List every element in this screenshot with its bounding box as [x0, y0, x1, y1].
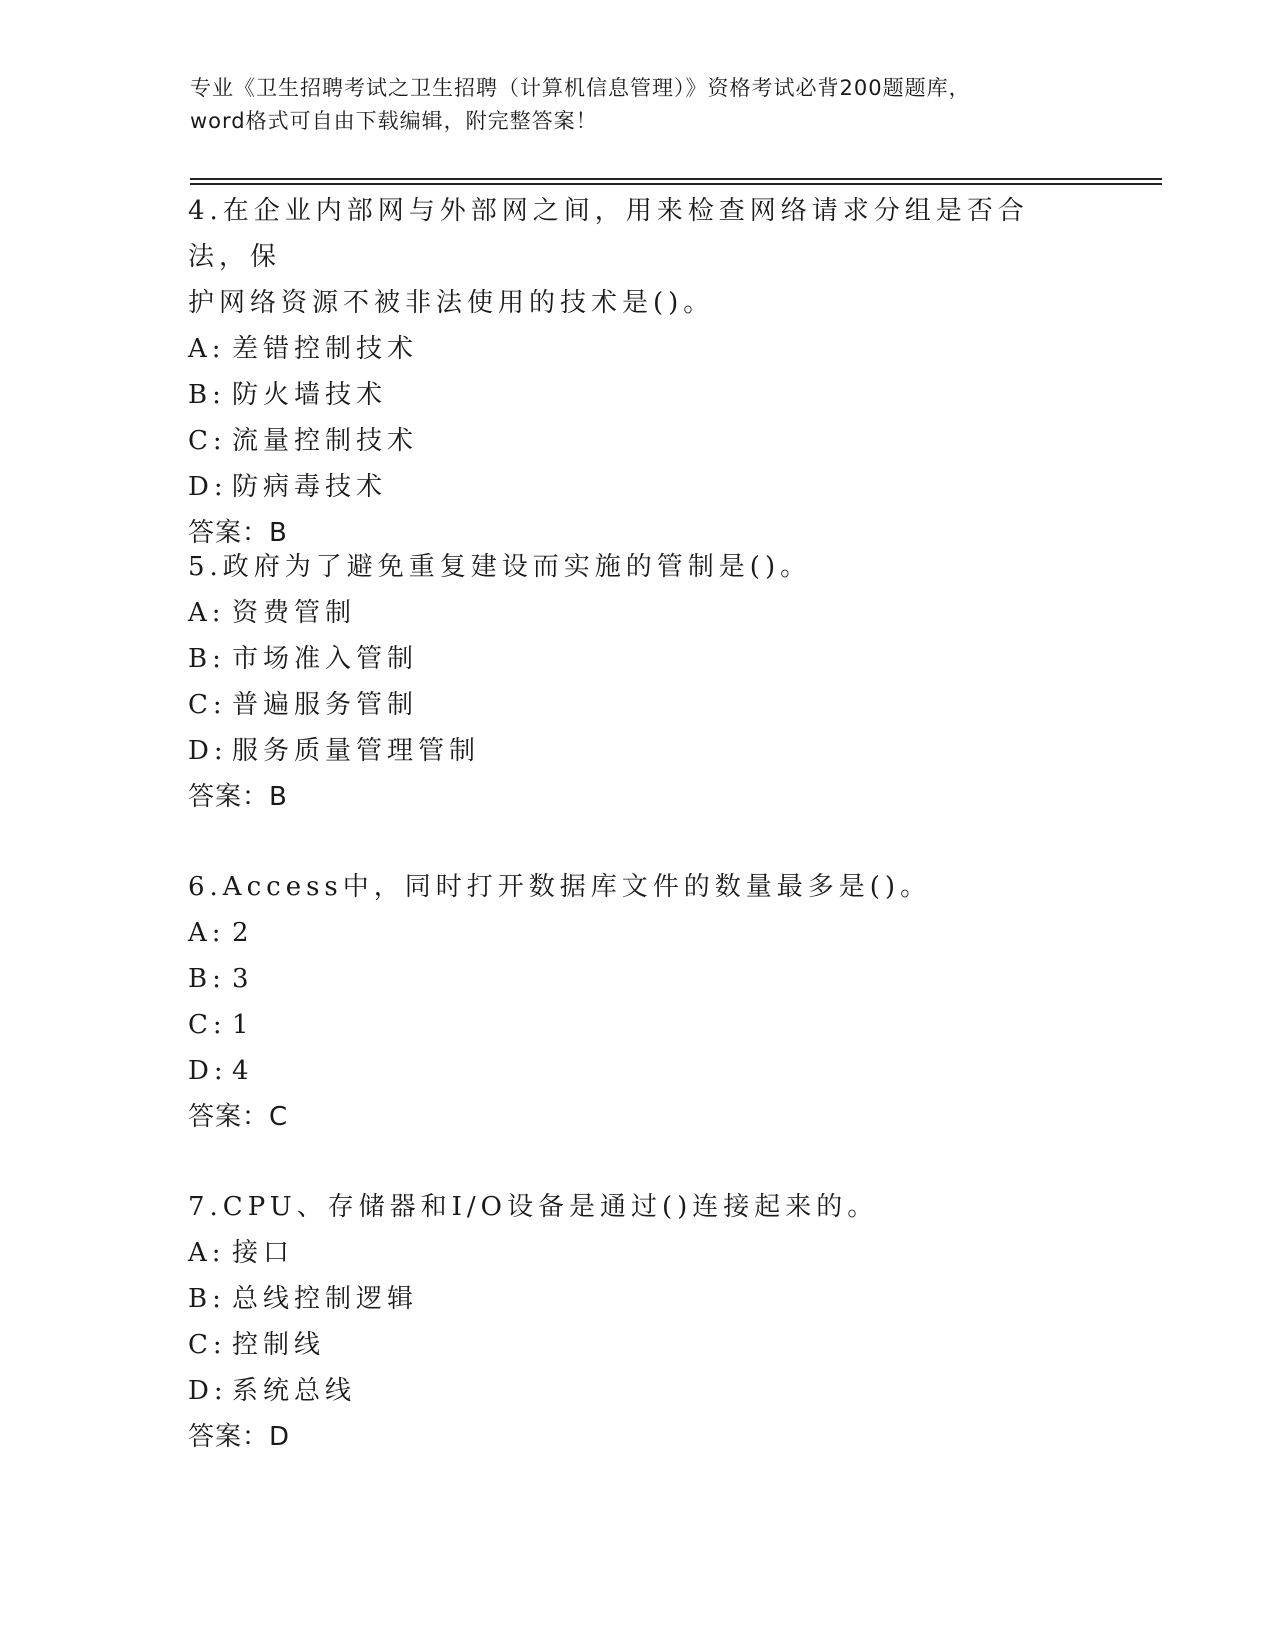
stem-line: 6.Access中，同时打开数据库文件的数量最多是()。 — [188, 872, 932, 902]
option-key: D: — [188, 736, 228, 766]
option-text: 市场准入管制 — [232, 644, 419, 674]
option-key: A: — [188, 334, 226, 364]
option-c — [188, 418, 1088, 464]
option-text: 总线控制逻辑 — [232, 1284, 419, 1314]
question-4 — [188, 188, 1088, 556]
question-6 — [188, 864, 1088, 1140]
answer: 答案：B — [188, 782, 288, 812]
document-header — [190, 72, 1090, 138]
option-key: B: — [188, 1284, 226, 1314]
answer: 答案：C — [188, 1102, 289, 1132]
option-a — [188, 590, 1088, 636]
option-text: 3 — [232, 964, 254, 994]
option-b — [188, 372, 1088, 418]
header-line-1: 专业《卫生招聘考试之卫生招聘（计算机信息管理）》资格考试必背200题题库， — [190, 76, 971, 100]
stem-line: 7.CPU、存储器和I/O设备是通过()连接起来的。 — [188, 1192, 879, 1222]
question-stem — [188, 864, 1088, 910]
option-c — [188, 1002, 1088, 1048]
option-key: A: — [188, 918, 226, 948]
question-5 — [188, 544, 1088, 820]
option-d — [188, 1048, 1088, 1094]
question-stem — [188, 544, 1088, 590]
stem-line: 5.政府为了避免重复建设而实施的管制是()。 — [188, 552, 812, 582]
option-d — [188, 464, 1088, 510]
header-divider-bottom — [190, 183, 1162, 185]
option-key: C: — [188, 1330, 227, 1360]
option-a — [188, 1230, 1088, 1276]
option-text: 普遍服务管制 — [232, 690, 419, 720]
option-a — [188, 910, 1088, 956]
option-key: D: — [188, 1376, 228, 1406]
option-c — [188, 1322, 1088, 1368]
option-b — [188, 956, 1088, 1002]
header-divider-top — [190, 178, 1162, 180]
option-text: 4 — [232, 1056, 254, 1086]
option-text: 系统总线 — [232, 1376, 357, 1406]
option-b — [188, 1276, 1088, 1322]
option-key: A: — [188, 1238, 226, 1268]
question-stem — [188, 188, 1088, 326]
option-key: B: — [188, 380, 226, 410]
option-key: C: — [188, 1010, 227, 1040]
option-key: D: — [188, 472, 228, 502]
option-a — [188, 326, 1088, 372]
option-text: 防火墙技术 — [232, 380, 388, 410]
option-key: D: — [188, 1056, 228, 1086]
option-key: B: — [188, 964, 226, 994]
answer: 答案：D — [188, 1422, 291, 1452]
option-text: 差错控制技术 — [232, 334, 419, 364]
option-c — [188, 682, 1088, 728]
question-7 — [188, 1184, 1088, 1460]
header-line-2: word格式可自由下载编辑，附完整答案！ — [190, 109, 598, 133]
option-text: 流量控制技术 — [232, 426, 419, 456]
option-b — [188, 636, 1088, 682]
option-text: 控制线 — [232, 1330, 326, 1360]
option-key: A: — [188, 598, 226, 628]
option-key: B: — [188, 644, 226, 674]
option-key: C: — [188, 426, 227, 456]
option-text: 防病毒技术 — [232, 472, 388, 502]
answer: 答案：B — [188, 518, 288, 548]
option-text: 资费管制 — [232, 598, 357, 628]
stem-line: 4.在企业内部网与外部网之间，用来检查网络请求分组是否合法，保 — [188, 196, 1029, 272]
option-key: C: — [188, 690, 227, 720]
stem-line: 护网络资源不被非法使用的技术是()。 — [188, 288, 715, 318]
option-d — [188, 1368, 1088, 1414]
question-stem — [188, 1184, 1088, 1230]
option-text: 2 — [232, 918, 254, 948]
option-text: 服务质量管理管制 — [232, 736, 481, 766]
option-d — [188, 728, 1088, 774]
option-text: 接口 — [232, 1238, 295, 1268]
option-text: 1 — [232, 1010, 254, 1040]
